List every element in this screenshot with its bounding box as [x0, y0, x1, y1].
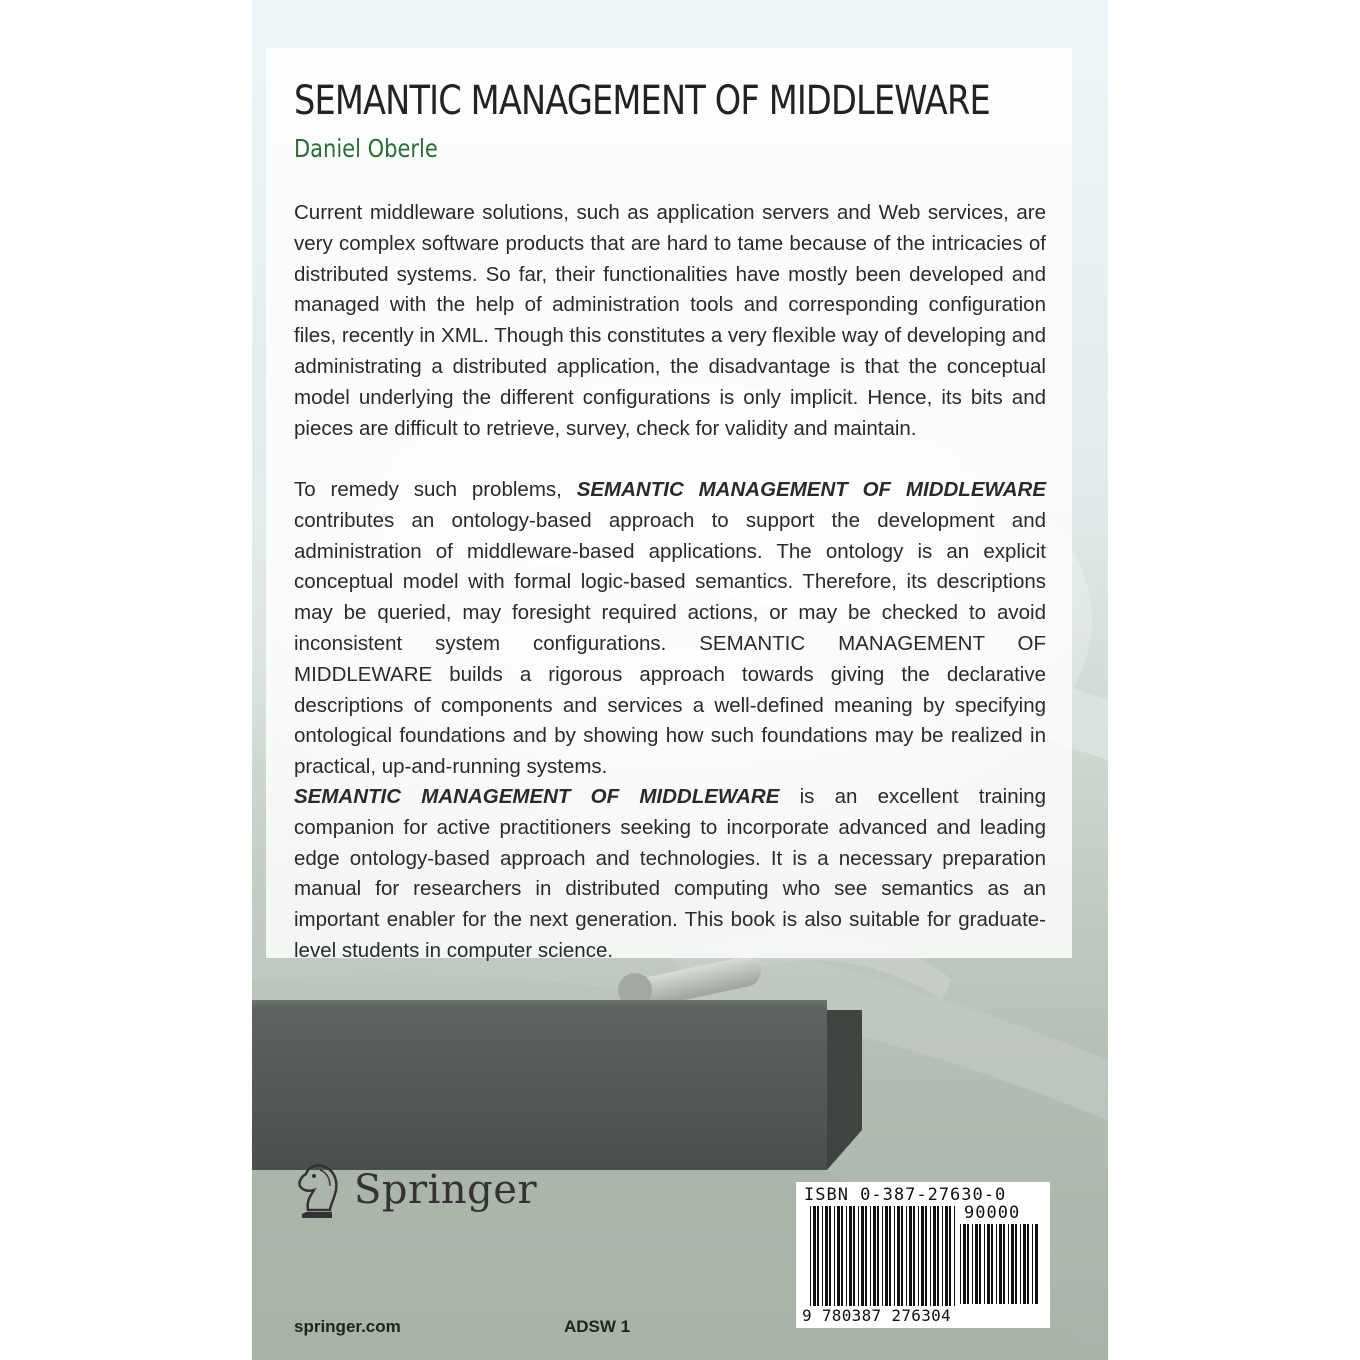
publisher-url: springer.com [294, 1317, 401, 1336]
barcode-bar [1027, 1224, 1029, 1304]
barcode-bar [918, 1206, 919, 1306]
barcode-bar [987, 1224, 990, 1304]
description-paragraph-3 [294, 782, 1046, 967]
barcode-bar [930, 1206, 931, 1306]
isbn-label: ISBN 0-387-27630-0 [804, 1185, 1007, 1205]
barcode-bar [979, 1224, 981, 1304]
barcode-bar [877, 1206, 879, 1306]
barcode-bar [921, 1206, 924, 1306]
barcode-bar [870, 1206, 871, 1306]
description-paragraph-2 [294, 475, 1046, 783]
barcode-bar [906, 1206, 907, 1306]
barcode-bar [1003, 1224, 1005, 1304]
barcode-bar [1020, 1224, 1021, 1304]
barcode-bar [825, 1206, 828, 1306]
barcode-bar [963, 1224, 966, 1304]
barcode-bar [913, 1206, 915, 1306]
barcode-bar [1011, 1224, 1014, 1304]
barcode-bar [949, 1206, 951, 1306]
barcode-bar [925, 1206, 927, 1306]
knight-chess-piece-icon [292, 1160, 344, 1220]
barcode-bar [822, 1206, 823, 1306]
paragraph-text: To remedy such problems, [294, 478, 577, 501]
barcode-bar [810, 1206, 811, 1306]
book-title-reference: SEMANTIC MANAGEMENT OF MIDDLEWARE [576, 478, 1046, 501]
barcode-bar [1023, 1224, 1026, 1304]
barcode-bar [991, 1224, 993, 1304]
series-code: ADSW 1 [564, 1317, 631, 1336]
book-title: SEMANTIC MANAGEMENT OF MIDDLEWARE [294, 78, 990, 124]
barcode-bar [861, 1206, 864, 1306]
barcode-bar [882, 1206, 883, 1306]
barcode-bar [1032, 1224, 1033, 1304]
barcode-bar [885, 1206, 888, 1306]
barcode-bar [945, 1206, 948, 1306]
barcode-bar [967, 1224, 969, 1304]
barcode-bar [901, 1206, 903, 1306]
price-code: 90000 [964, 1203, 1021, 1223]
barcode-bar [841, 1206, 843, 1306]
barcode-bar [889, 1206, 891, 1306]
barcode-bar [849, 1206, 852, 1306]
barcode-bar [894, 1206, 895, 1306]
barcode-bar [865, 1206, 867, 1306]
barcode-bar [834, 1206, 835, 1306]
barcode-bar [937, 1206, 939, 1306]
publisher-name: Springer [354, 1167, 538, 1213]
book-title-reference: SEMANTIC MANAGEMENT OF MIDDLEWARE [294, 785, 780, 808]
barcode-bar [829, 1206, 831, 1306]
barcode-bar [817, 1206, 819, 1306]
ean-barcode-bars [810, 1206, 958, 1306]
barcode-bar [996, 1224, 997, 1304]
barcode-bar [813, 1206, 816, 1306]
barcode-bar [1008, 1224, 1009, 1304]
ean-digits: 9 780387 276304 [802, 1306, 951, 1325]
barcode-bar [1035, 1224, 1038, 1304]
barcode-bar [942, 1206, 943, 1306]
author-name: Daniel Oberle [294, 134, 438, 163]
barcode-bar [999, 1224, 1002, 1304]
paragraph-text: is an excellent training companion for active practitioners seeking to incorporate advanced and leading edge ontology-based approach and technologies. It is a necessary preparation manual for researchers in distributed computing who see semantics as an important enabler for the next generation. This book is also suitable for graduate-level students in computer science. [294, 785, 1046, 962]
barcode-bar [837, 1206, 840, 1306]
publisher-logo [292, 1158, 537, 1222]
barcode-bar [846, 1206, 847, 1306]
barcode-bar [1015, 1224, 1017, 1304]
addon-barcode-bars [960, 1224, 1040, 1306]
barcode-bar [984, 1224, 985, 1304]
barcode-bar [960, 1224, 961, 1304]
description-paragraph-1 [294, 198, 1046, 444]
book-back-cover [252, 0, 1108, 1360]
barcode-bar [873, 1206, 876, 1306]
barcode-bar [897, 1206, 900, 1306]
barcode-bar [954, 1206, 955, 1306]
barcode-bar [972, 1224, 973, 1304]
paragraph-text: contributes an ontology-based approach to support the development and administration of middleware-based applications. The ontology is an explicit conceptual model with formal logic-based semantics. Therefore, its descriptions may be queried, may foresight required actions, or may be checked to avoid inconsistent system configurations. SEMANTIC MANAGEMENT OF MIDDLEWARE builds a rigorous approach towards giving the declarative descriptions of components and services a well-defined meaning by specifying ontological foundations and by showing how such foundations may be realized in practical, up-and-running systems. [294, 508, 1046, 779]
isbn-barcode [796, 1182, 1050, 1328]
barcode-bar [933, 1206, 936, 1306]
barcode-bar [853, 1206, 855, 1306]
barcode-bar [909, 1206, 912, 1306]
paragraph-text: Current middleware solutions, such as application servers and Web services, are very complex software products that are hard to tame because of the intricacies of distributed systems. So far, their functionalities have mostly been developed and managed with the help of administration tools and corresponding configuration files, recently in XML. Though this constitutes a very flexible way of developing and administrating a distributed application, the disadvantage is that the conceptual model underlying the different configurations is only implicit. Hence, its bits and pieces are difficult to retrieve, survey, check for validity and maintain. [294, 201, 1046, 440]
barcode-bar [975, 1224, 978, 1304]
barcode-bar [858, 1206, 859, 1306]
